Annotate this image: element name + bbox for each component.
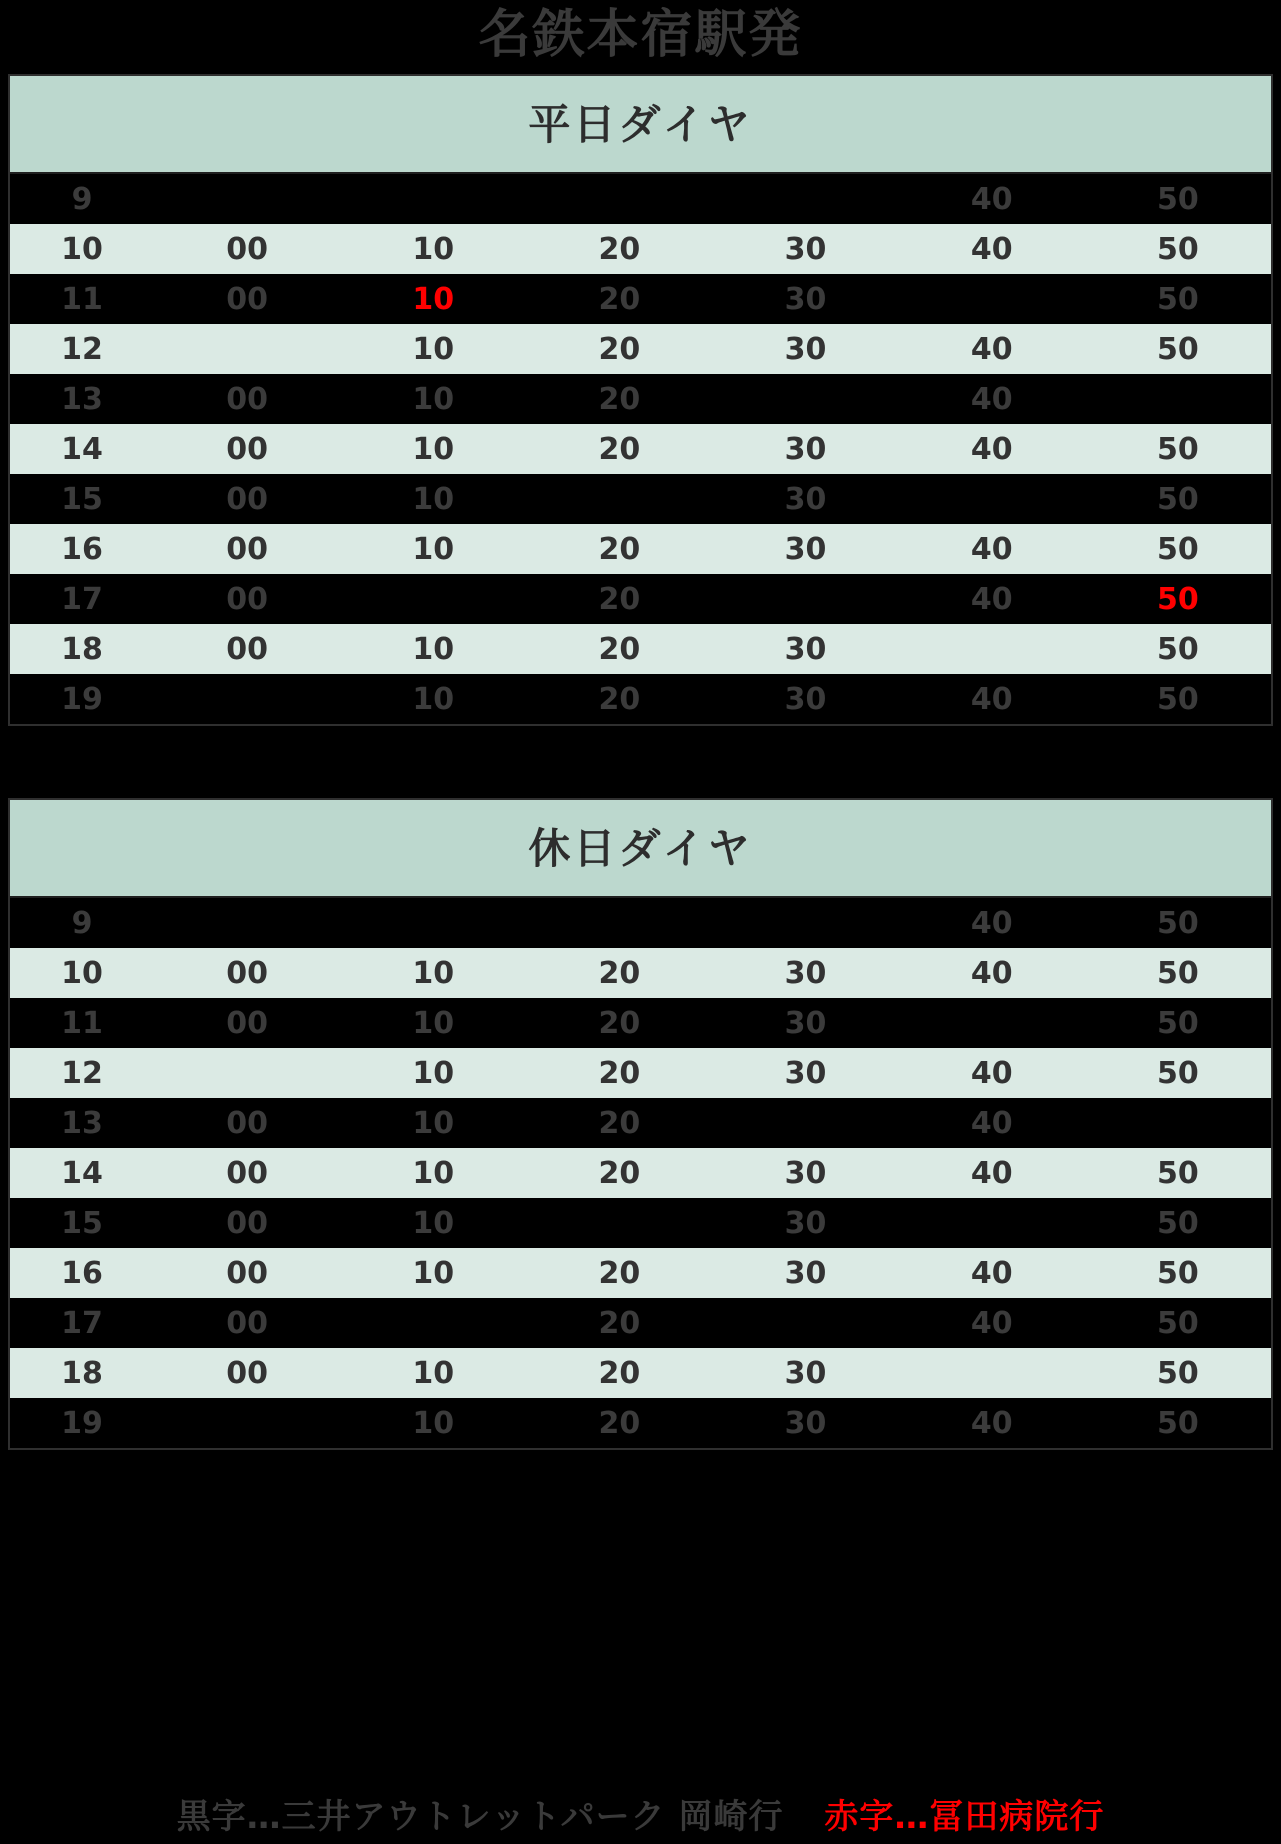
minute-cell: 40	[899, 1248, 1085, 1298]
minute-cell: 00	[154, 1148, 340, 1198]
minute-cell: 10	[340, 1398, 526, 1448]
minute-cell: 30	[712, 998, 898, 1048]
holiday-timetable	[10, 898, 1271, 1448]
minute-cell: 50	[1085, 424, 1271, 474]
minute-cell: 10	[340, 274, 526, 324]
minute-cell: 20	[526, 1098, 712, 1148]
minute-cell: 50	[1085, 1148, 1271, 1198]
weekday-timetable-body	[10, 174, 1271, 724]
minute-cell: 30	[712, 274, 898, 324]
minute-cell: 30	[712, 324, 898, 374]
minute-cell: 00	[154, 474, 340, 524]
minute-cell: 20	[526, 274, 712, 324]
minute-cell: 10	[340, 324, 526, 374]
minute-cell: 40	[899, 324, 1085, 374]
minute-cell: 00	[154, 424, 340, 474]
minute-cell	[526, 1198, 712, 1248]
minute-cell: 10	[340, 1198, 526, 1248]
hour-cell: 18	[10, 1348, 154, 1398]
table-row	[10, 1248, 1271, 1298]
hour-cell: 16	[10, 524, 154, 574]
minute-cell	[154, 1398, 340, 1448]
minute-cell: 50	[1085, 624, 1271, 674]
table-row	[10, 1348, 1271, 1398]
minute-cell	[712, 374, 898, 424]
minute-cell: 00	[154, 1348, 340, 1398]
minute-cell: 40	[899, 898, 1085, 948]
table-row	[10, 674, 1271, 724]
minute-cell: 50	[1085, 224, 1271, 274]
minute-cell: 30	[712, 474, 898, 524]
minute-cell	[154, 1048, 340, 1098]
table-row	[10, 1198, 1271, 1248]
minute-cell: 20	[526, 574, 712, 624]
minute-cell: 50	[1085, 574, 1271, 624]
minute-cell	[899, 274, 1085, 324]
table-row	[10, 524, 1271, 574]
hour-cell: 11	[10, 274, 154, 324]
minute-cell: 00	[154, 274, 340, 324]
minute-cell	[712, 574, 898, 624]
minute-cell: 50	[1085, 898, 1271, 948]
minute-cell: 20	[526, 1298, 712, 1348]
minute-cell: 30	[712, 1148, 898, 1198]
minute-cell: 40	[899, 524, 1085, 574]
minute-cell: 40	[899, 1098, 1085, 1148]
table-row	[10, 1098, 1271, 1148]
hour-cell: 13	[10, 1098, 154, 1148]
minute-cell: 10	[340, 998, 526, 1048]
holiday-timetable-body	[10, 898, 1271, 1448]
hour-cell: 19	[10, 1398, 154, 1448]
minute-cell: 20	[526, 424, 712, 474]
minute-cell: 20	[526, 324, 712, 374]
table-row	[10, 624, 1271, 674]
minute-cell: 00	[154, 1098, 340, 1148]
minute-cell: 20	[526, 1148, 712, 1198]
minute-cell: 50	[1085, 174, 1271, 224]
hour-cell: 9	[10, 174, 154, 224]
minute-cell: 00	[154, 624, 340, 674]
minute-cell: 10	[340, 948, 526, 998]
minute-cell: 50	[1085, 324, 1271, 374]
hour-cell: 12	[10, 1048, 154, 1098]
minute-cell: 30	[712, 1398, 898, 1448]
table-row	[10, 424, 1271, 474]
section-heading-holiday: 休日ダイヤ	[10, 800, 1271, 898]
hour-cell: 17	[10, 1298, 154, 1348]
minute-cell: 50	[1085, 998, 1271, 1048]
weekday-timetable-block	[8, 74, 1273, 726]
minute-cell	[899, 624, 1085, 674]
minute-cell: 20	[526, 998, 712, 1048]
hour-cell: 13	[10, 374, 154, 424]
minute-cell: 30	[712, 1048, 898, 1098]
table-row	[10, 898, 1271, 948]
minute-cell: 10	[340, 624, 526, 674]
minute-cell: 10	[340, 424, 526, 474]
table-row	[10, 1298, 1271, 1348]
minute-cell: 10	[340, 224, 526, 274]
table-row	[10, 174, 1271, 224]
minute-cell: 00	[154, 574, 340, 624]
minute-cell	[340, 574, 526, 624]
minute-cell: 00	[154, 948, 340, 998]
minute-cell: 00	[154, 524, 340, 574]
minute-cell: 50	[1085, 1348, 1271, 1398]
table-row	[10, 948, 1271, 998]
hour-cell: 10	[10, 224, 154, 274]
minute-cell: 30	[712, 1248, 898, 1298]
minute-cell	[712, 1298, 898, 1348]
minute-cell: 40	[899, 1148, 1085, 1198]
hour-cell: 12	[10, 324, 154, 374]
table-row	[10, 224, 1271, 274]
minute-cell: 00	[154, 1298, 340, 1348]
minute-cell: 40	[899, 224, 1085, 274]
minute-cell	[526, 174, 712, 224]
minute-cell: 50	[1085, 524, 1271, 574]
minute-cell: 10	[340, 1098, 526, 1148]
hour-cell: 14	[10, 424, 154, 474]
minute-cell: 20	[526, 948, 712, 998]
table-row	[10, 274, 1271, 324]
minute-cell	[340, 898, 526, 948]
minute-cell: 50	[1085, 1198, 1271, 1248]
minute-cell	[340, 1298, 526, 1348]
page-title: 名鉄本宿駅発	[478, 5, 803, 65]
section-heading-weekday: 平日ダイヤ	[10, 76, 1271, 174]
minute-cell	[154, 674, 340, 724]
table-row	[10, 998, 1271, 1048]
minute-cell	[1085, 1098, 1271, 1148]
minute-cell: 30	[712, 424, 898, 474]
minute-cell: 20	[526, 1048, 712, 1098]
minute-cell: 30	[712, 224, 898, 274]
minute-cell: 40	[899, 174, 1085, 224]
minute-cell: 20	[526, 624, 712, 674]
minute-cell: 00	[154, 224, 340, 274]
minute-cell: 50	[1085, 274, 1271, 324]
minute-cell: 50	[1085, 1398, 1271, 1448]
hour-cell: 9	[10, 898, 154, 948]
legend-black-text: 黒字…三井アウトレットパーク 岡崎行	[176, 1797, 784, 1837]
minute-cell	[899, 474, 1085, 524]
table-row	[10, 474, 1271, 524]
weekday-timetable	[10, 174, 1271, 724]
hour-cell: 15	[10, 1198, 154, 1248]
minute-cell: 20	[526, 674, 712, 724]
minute-cell	[712, 174, 898, 224]
minute-cell: 20	[526, 1248, 712, 1298]
hour-cell: 15	[10, 474, 154, 524]
minute-cell: 30	[712, 1348, 898, 1398]
minute-cell: 10	[340, 1248, 526, 1298]
holiday-timetable-block	[8, 798, 1273, 1450]
minute-cell	[712, 1098, 898, 1148]
minute-cell: 00	[154, 998, 340, 1048]
minute-cell: 20	[526, 224, 712, 274]
minute-cell	[340, 174, 526, 224]
hour-cell: 10	[10, 948, 154, 998]
minute-cell: 40	[899, 1048, 1085, 1098]
table-row	[10, 574, 1271, 624]
minute-cell: 30	[712, 524, 898, 574]
hour-cell: 14	[10, 1148, 154, 1198]
minute-cell: 50	[1085, 474, 1271, 524]
minute-cell	[899, 998, 1085, 1048]
block-spacer	[0, 726, 1281, 798]
minute-cell	[154, 174, 340, 224]
minute-cell: 50	[1085, 948, 1271, 998]
table-row	[10, 374, 1271, 424]
table-row	[10, 1148, 1271, 1198]
minute-cell: 40	[899, 374, 1085, 424]
minute-cell	[526, 474, 712, 524]
minute-cell: 30	[712, 674, 898, 724]
hour-cell: 16	[10, 1248, 154, 1298]
table-row	[10, 1398, 1271, 1448]
minute-cell	[712, 898, 898, 948]
minute-cell: 40	[899, 674, 1085, 724]
legend-red-text: 赤字…冨田病院行	[824, 1797, 1105, 1837]
minute-cell: 00	[154, 1198, 340, 1248]
minute-cell: 20	[526, 374, 712, 424]
hour-cell: 18	[10, 624, 154, 674]
minute-cell: 50	[1085, 674, 1271, 724]
minute-cell: 00	[154, 1248, 340, 1298]
minute-cell: 10	[340, 474, 526, 524]
minute-cell	[154, 898, 340, 948]
minute-cell: 40	[899, 948, 1085, 998]
minute-cell: 10	[340, 1148, 526, 1198]
minute-cell: 30	[712, 624, 898, 674]
minute-cell: 40	[899, 424, 1085, 474]
table-row	[10, 1048, 1271, 1098]
minute-cell: 10	[340, 1348, 526, 1398]
minute-cell: 10	[340, 674, 526, 724]
hour-cell: 11	[10, 998, 154, 1048]
minute-cell: 10	[340, 524, 526, 574]
minute-cell	[526, 898, 712, 948]
minute-cell: 40	[899, 1398, 1085, 1448]
minute-cell: 50	[1085, 1048, 1271, 1098]
minute-cell	[154, 324, 340, 374]
minute-cell: 50	[1085, 1248, 1271, 1298]
hour-cell: 17	[10, 574, 154, 624]
legend-footer	[0, 1789, 1281, 1838]
minute-cell: 40	[899, 574, 1085, 624]
minute-cell	[1085, 374, 1271, 424]
minute-cell: 20	[526, 1398, 712, 1448]
minute-cell: 30	[712, 948, 898, 998]
minute-cell: 30	[712, 1198, 898, 1248]
minute-cell: 20	[526, 1348, 712, 1398]
minute-cell: 10	[340, 374, 526, 424]
table-row	[10, 324, 1271, 374]
minute-cell: 50	[1085, 1298, 1271, 1348]
minute-cell	[899, 1348, 1085, 1398]
hour-cell: 19	[10, 674, 154, 724]
minute-cell: 40	[899, 1298, 1085, 1348]
minute-cell	[899, 1198, 1085, 1248]
minute-cell: 20	[526, 524, 712, 574]
minute-cell: 10	[340, 1048, 526, 1098]
minute-cell: 00	[154, 374, 340, 424]
